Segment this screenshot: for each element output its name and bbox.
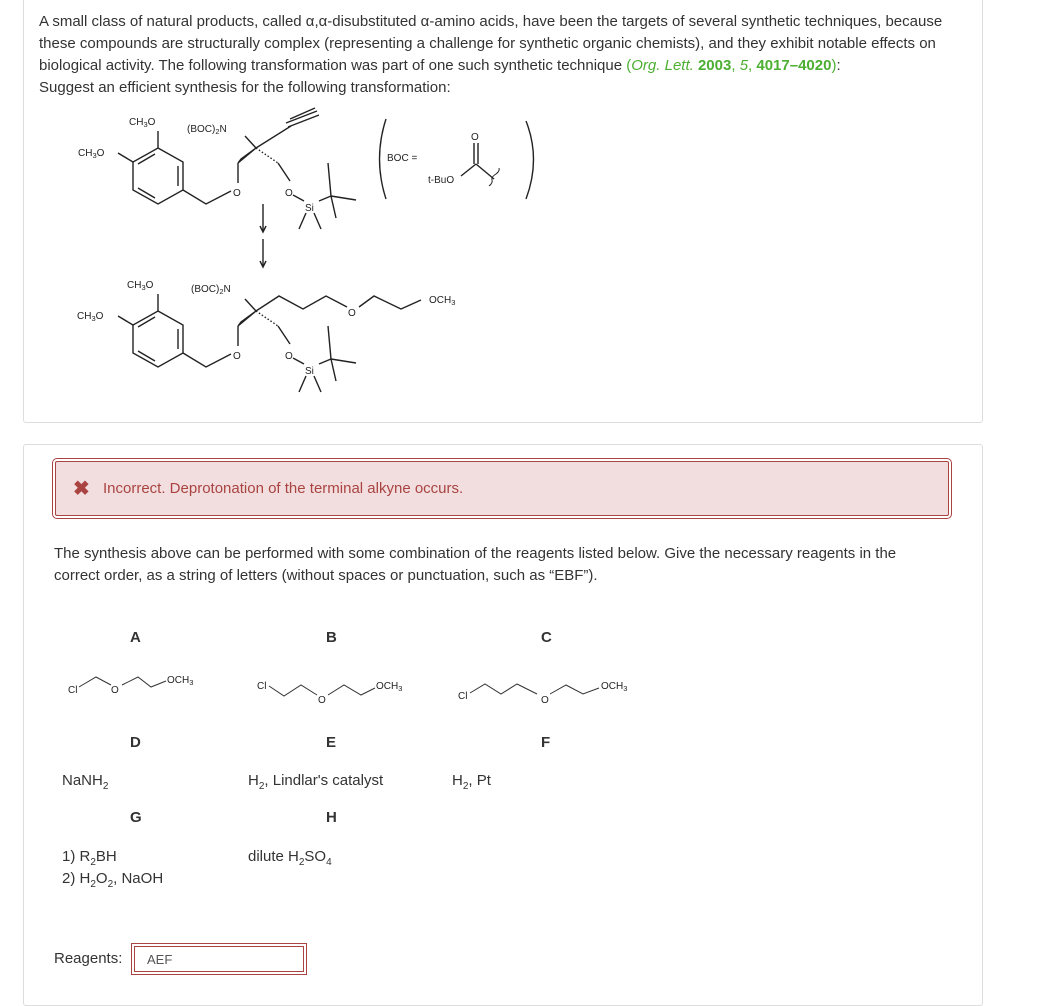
reagent-e-text: $H_2$, Lindlar's catalyst [248,772,384,792]
svg-text:O: O [233,188,241,199]
answer-card [23,444,983,1006]
starting-material [78,108,356,229]
product [77,280,455,392]
svg-text:Cl: Cl [257,681,267,692]
svg-text:BOC =: BOC = [387,153,418,164]
reagent-f-text: $H_2$, Pt [452,772,491,792]
svg-text:O: O [111,685,119,696]
svg-text:Cl: Cl [68,685,78,696]
svg-text:CH3O: CH3O [129,117,156,129]
svg-text:OCH3: OCH3 [376,681,403,693]
x-icon: ✖ [73,478,90,500]
feedback-banner [55,461,949,516]
reagent-label-g: G [130,809,142,826]
svg-text:O: O [348,308,356,319]
reagent-label-c: C [541,629,552,646]
reagent-structures [24,651,982,751]
svg-text:O: O [233,351,241,362]
svg-text:O: O [541,695,549,706]
feedback-message: Incorrect. Deprotonation of the terminal alkyne occurs. [103,480,464,497]
reagent-label-a: A [130,629,141,646]
svg-text:(BOC)2N: (BOC)2N [187,124,227,136]
reagent-label-e: E [326,734,337,751]
svg-text:Si: Si [305,366,314,377]
reagent-label-h: H [326,809,337,826]
reagent-g-line2: 2) $H_2O_2$, NaOH [62,870,164,890]
citation: (Org. Lett. 2003, 5, 4017–4020) [626,57,837,74]
reagent-b-structure [257,681,402,706]
svg-text:O: O [318,695,326,706]
reagent-h-text: dilute $H_2SO_4$ [248,848,332,868]
svg-text:t-BuO: t-BuO [428,175,455,186]
svg-text:OCH3: OCH3 [167,675,194,687]
reagent-g-line1: 1) $R_2BH$ [62,848,117,868]
svg-text:CH3O: CH3O [127,280,154,292]
svg-text:Si: Si [305,203,314,214]
instructions: The synthesis above can be performed with some combination of the reagents listed below. Give the necessary reagents in the correct order, as a string of letters (without spaces or punctuation, such as “EBF”). [54,545,897,584]
boc-definition [380,119,534,199]
svg-text:O: O [471,132,479,143]
reagents-label: Reagents: [54,950,123,967]
svg-text:(BOC)2N: (BOC)2N [191,284,231,296]
reaction-arrows [260,204,266,267]
question-card [23,0,983,423]
reagents-input[interactable] [134,946,304,972]
svg-text:Cl: Cl [458,691,468,702]
reagent-d-text: NaNH$_2$ [62,772,109,792]
svg-text:CH3O: CH3O [77,311,104,323]
reagent-label-f: F [541,734,551,751]
reagent-label-d: D [130,734,141,751]
reagent-c-structure [458,681,627,706]
reagent-label-b: B [326,629,337,646]
svg-text:O: O [285,351,293,362]
reaction-scheme [24,0,982,422]
svg-text:OCH3: OCH3 [429,295,456,307]
svg-text:OCH3: OCH3 [601,681,628,693]
question-text: A small class of natural products, called α,α-disubstituted α-amino acids, have been the targets of several synthetic techniques, because these compounds are structurally complex (representing a challenge for synthetic organic chemists), and they exhibit notable effects on biological activity. The following transformation was part of one such synthetic technique (Org. Lett. 2003, 5, 4017–4020): Suggest an efficient synthesis for the following transformation: [39,13,943,96]
svg-text:O: O [285,188,293,199]
svg-text:CH3O: CH3O [78,148,105,160]
reagent-a-structure [68,675,193,696]
